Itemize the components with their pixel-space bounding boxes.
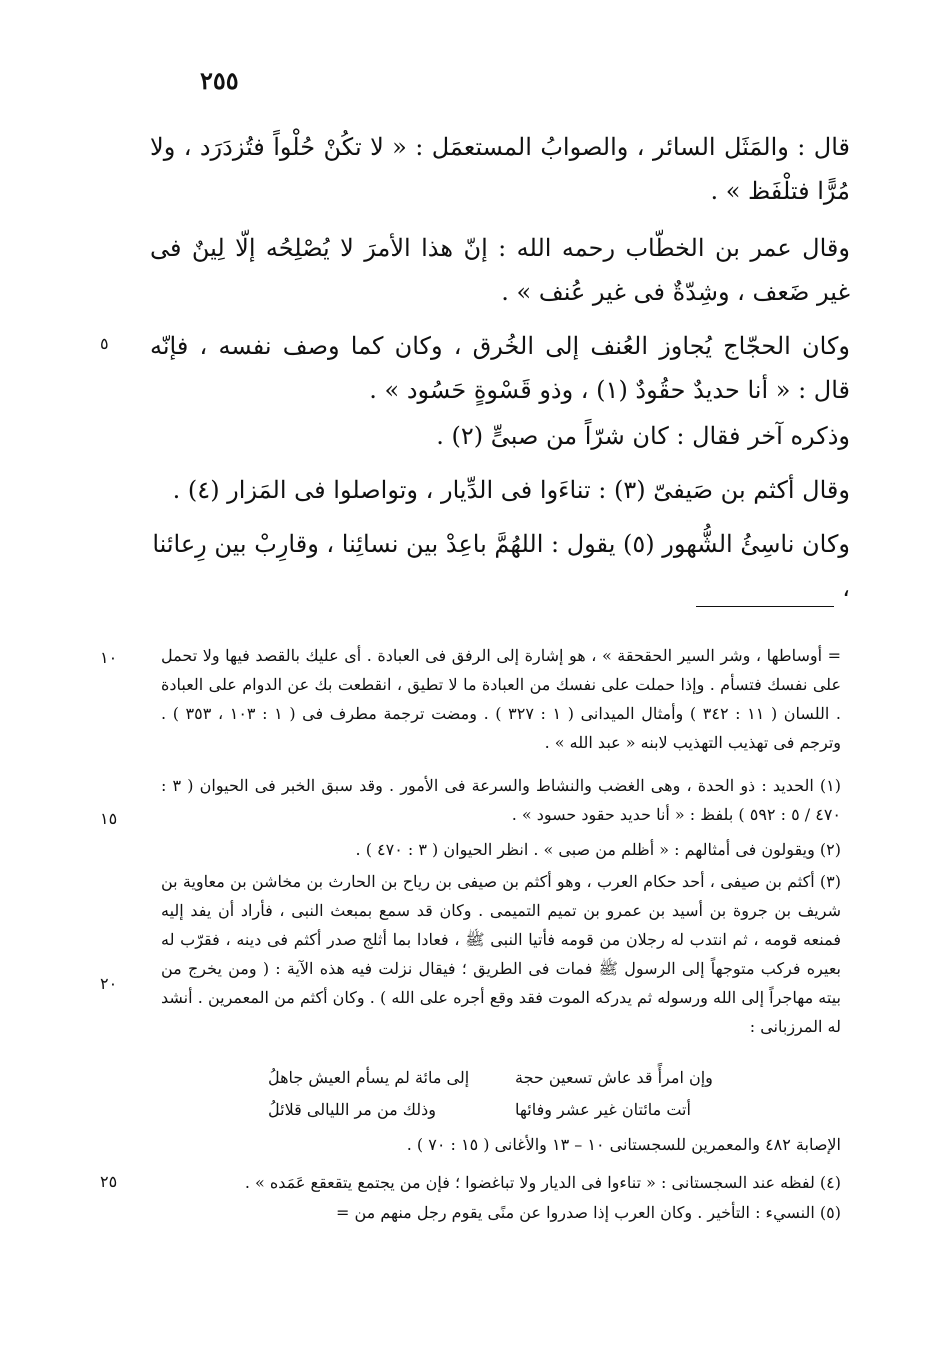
line-number: ٢٠ bbox=[100, 974, 118, 993]
main-paragraph: وكان ناسِئُ الشُّهور (٥) يقول : اللهُمَّ باعِدْ بين نسائِنا ، وقارِبْ بين رِعائنا ، bbox=[152, 530, 850, 602]
main-paragraph: قال : والمَثَل السائر ، والصوابُ المستعمَل : « لا تكُنْ حُلْواً فتُزدَرَد ، ولا مُرًّا فتلْفَظ » . bbox=[150, 133, 850, 205]
line-number: ١٥ bbox=[100, 809, 118, 828]
footnote: (٤) لفظه عند السجستانى : « تناءوا فى الديار ولا تباغضوا ؛ فإن من يجتمع يتقعقع عَمَده » . bbox=[244, 1173, 841, 1192]
verse-hemistich: وذلك من مر الليالى قلائلُ bbox=[268, 1100, 436, 1119]
footnote: (٣) أكثم بن صيفى ، أحد حكام العرب ، وهو أكثم بن صيفى بن رياح بن الحارث بن مخاشن بن معاوية بن شريف بن جروة بن أسيد بن عمرو بن تميم التميمى . وكان قد سمع بمبعث النبى ، فأراد أن يفد إليه فمنعه قومه ، ثم انتدب له رجلان من قومه فأتيا النبى ﷺ ، فعادا بما أثلج صدر أكثم فى دينه ، فقرّب له بعيره فركب متوجهاً إلى الرسول ﷺ فمات فى الطريق ؛ فيقال نزلت فيه هذه الآية : ( ومن يخرج من بيته مهاجراً إلى الله ورسوله ثم يدركه الموت فقد وقع أجره على الله ) . وكان أكثم من المعمرين . أنشد له المرزبانى : bbox=[161, 872, 841, 1036]
main-paragraph: وذكره آخر فقال : كان شرّاً من صبىٍّ (٢) . bbox=[436, 422, 850, 450]
main-paragraph: وكان الحجّاج يُجاوز العُنف إلى الخُرق ، وكان كما وصف نفسه ، فإنّه قال : « أنا حديدٌ حقُودٌ (١) ، وذو قَسْوةٍ حَسُود » . bbox=[150, 332, 850, 404]
footnote: (٥) النسيء : التأخير . وكان العرب إذا صدروا عن منًى يقوم رجل منهم من = bbox=[336, 1203, 841, 1222]
main-paragraph: وقال عمر بن الخطّاب رحمه الله : إنّ هذا الأمرَ لا يُصْلِحُه إلّا لِينٌ فى غير ضَعف ، وشِدّةٌ فى غير عُنف » . bbox=[150, 234, 850, 306]
main-paragraph: وقال أكثم بن صَيفىّ (٣) : تناءَوا فى الدِّيار ، وتواصلوا فى المَزار (٤) . bbox=[172, 476, 850, 504]
footnote: الإصابة ٤٨٢ والمعمرين للسجستانى ١٠ – ١٣ والأغانى ( ١٥ : ٧٠ ) . bbox=[406, 1135, 841, 1154]
footnote-separator bbox=[696, 606, 834, 607]
page-number: ٢٥٥ bbox=[200, 66, 239, 95]
footnote: (١) الحديد : ذو الحدة ، وهى الغضب والنشاط والسرعة فى الأمور . وقد سبق الخبر فى الحيوان ( ٣ : ٤٧٠ / ٥ : ٥٩٢ ) بلفظ : « أنا حديد حقود حسود » . bbox=[161, 776, 841, 824]
verse-hemistich: وإن امرأً قد عاش تسعين حجة bbox=[515, 1068, 713, 1087]
verse-hemistich: إلى مائة لم يسأم العيش جاهلُ bbox=[268, 1068, 470, 1087]
line-number: ١٠ bbox=[100, 648, 118, 667]
line-number: ٥ bbox=[100, 334, 109, 353]
verse-hemistich: أتت مائتان غير عشر وفائها bbox=[515, 1100, 691, 1119]
footnote: = أوساطها ، وشر السير الحقحقة » ، هو إشارة إلى الرفق فى العبادة . أى عليك بالقصد فيها ولا تحمل على نفسك فتسأم . وإذا حملت على نفسك من العبادة ما لا تطيق ، انقطعت بك عن الدوام على العبادة . اللسان ( ١١ : ٣٤٢ ) وأمثال الميدانى ( ١ : ٣٢٧ ) . ومضت ترجمة مطرف فى ( ١ : ١٠٣ ، ٣٥٣ ) . وترجم فى تهذيب التهذيب لابنه « عبد الله » . bbox=[161, 646, 842, 752]
line-number: ٢٥ bbox=[100, 1172, 118, 1191]
footnote: (٢) ويقولون فى أمثالهم : « أظلم من صبى » . انظر الحيوان ( ٣ : ٤٧٠ ) . bbox=[355, 840, 841, 859]
